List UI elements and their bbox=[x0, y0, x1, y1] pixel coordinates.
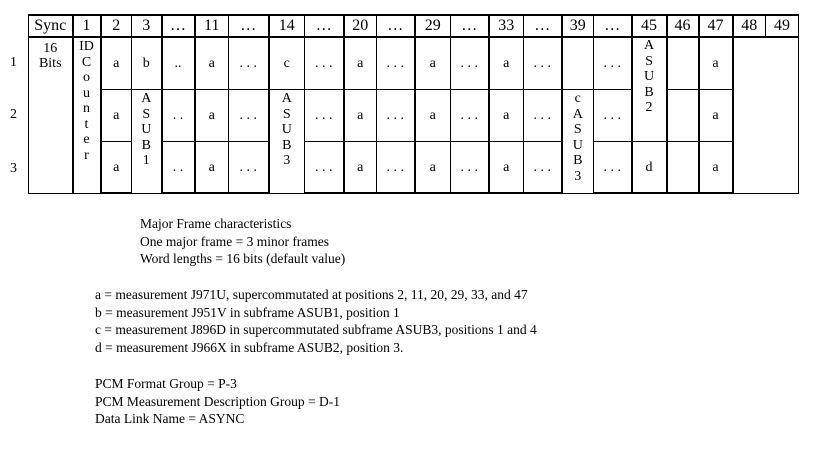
header-cell: 3 bbox=[132, 15, 162, 37]
header-cell: … bbox=[594, 15, 632, 37]
header-cell: Sync bbox=[29, 15, 73, 37]
row-label-1: 1 bbox=[10, 55, 17, 70]
group-line: PCM Format Group = P-3 bbox=[95, 376, 237, 391]
header-cell: 14 bbox=[269, 15, 305, 37]
header-cell: 46 bbox=[667, 15, 699, 37]
header-cell: … bbox=[162, 15, 195, 37]
cell: .. bbox=[162, 37, 195, 90]
header-cell: 33 bbox=[489, 15, 524, 37]
cell: a bbox=[344, 142, 377, 194]
cell: . . . bbox=[451, 37, 489, 90]
cell: . . . bbox=[594, 90, 632, 142]
cell: . . . bbox=[229, 142, 269, 194]
minor-frame-row-1 bbox=[29, 37, 799, 90]
header-cell: 29 bbox=[415, 15, 451, 37]
legend-line: d = measurement J966X in subframe ASUB2, position 3. bbox=[95, 339, 404, 355]
row-label-2: 2 bbox=[10, 107, 17, 122]
legend-line: c = measurement J896D in supercommutated subframe ASUB3, positions 1 and 4 bbox=[95, 322, 537, 337]
cell: . . bbox=[162, 142, 195, 194]
cell: a bbox=[195, 90, 229, 142]
header-cell: 20 bbox=[344, 15, 377, 37]
cell: a bbox=[489, 90, 524, 142]
header-cell: 11 bbox=[195, 15, 229, 37]
legend-line: b = measurement J951V in subframe ASUB1, position 1 bbox=[95, 304, 400, 320]
header-cell: 1 bbox=[73, 15, 101, 37]
cell: a bbox=[415, 90, 451, 142]
cell bbox=[667, 142, 699, 194]
cell: . . . bbox=[524, 142, 562, 194]
cell: . . . bbox=[524, 90, 562, 142]
cell: a bbox=[415, 142, 451, 194]
cell: . . . bbox=[305, 90, 344, 142]
cell: . . . bbox=[377, 37, 415, 90]
characteristics-line: Word lengths = 16 bits (default value) bbox=[140, 251, 346, 266]
cell: . . . bbox=[377, 142, 415, 194]
cell: d bbox=[632, 142, 667, 194]
id-counter-cell: ID C o u n t e r bbox=[73, 37, 101, 193]
row-label-3: 3 bbox=[10, 161, 17, 176]
header-row bbox=[29, 15, 799, 37]
cell: . . . bbox=[305, 142, 344, 194]
cell: a bbox=[101, 142, 132, 194]
header-cell: 45 bbox=[632, 15, 667, 37]
characteristics-line: One major frame = 3 minor frames bbox=[140, 233, 330, 249]
group-line: Data Link Name = ASYNC bbox=[95, 411, 245, 426]
cell: a bbox=[699, 90, 733, 142]
cell: a bbox=[101, 90, 132, 142]
sync-cell: 16 Bits bbox=[29, 37, 73, 193]
cell bbox=[562, 37, 594, 90]
empty-block bbox=[733, 37, 799, 193]
legend-line: a = measurement J971U, supercommutated at positions 2, 11, 20, 29, 33, and 47 bbox=[95, 287, 528, 302]
cell: a bbox=[195, 142, 229, 194]
cell: c bbox=[269, 37, 305, 90]
cell: . . . bbox=[451, 90, 489, 142]
cell: a bbox=[101, 37, 132, 90]
header-cell: 49 bbox=[766, 15, 799, 37]
cell: a bbox=[489, 37, 524, 90]
cell: b bbox=[132, 37, 162, 90]
measurement-legend bbox=[95, 286, 537, 356]
header-cell: … bbox=[229, 15, 269, 37]
cell bbox=[667, 90, 699, 142]
header-cell: 39 bbox=[562, 15, 594, 37]
cell: a bbox=[195, 37, 229, 90]
cell: . . . bbox=[229, 37, 269, 90]
cell: a bbox=[344, 90, 377, 142]
cell: a bbox=[699, 142, 733, 194]
cell: . . . bbox=[594, 37, 632, 90]
header-cell: 48 bbox=[733, 15, 766, 37]
cell: . . . bbox=[377, 90, 415, 142]
header-cell: 2 bbox=[101, 15, 132, 37]
cell: . . bbox=[162, 90, 195, 142]
cell: . . . bbox=[594, 142, 632, 194]
characteristics-line: Major Frame characteristics bbox=[140, 216, 292, 231]
cell: . . . bbox=[451, 142, 489, 194]
cell: a bbox=[699, 37, 733, 90]
major-frame-characteristics bbox=[140, 215, 345, 268]
asub3-cell-b: c A S U B 3 bbox=[562, 90, 594, 194]
header-cell: 47 bbox=[699, 15, 733, 37]
header-cell: … bbox=[305, 15, 344, 37]
minor-frame-row-2 bbox=[29, 90, 799, 142]
cell: . . . bbox=[305, 37, 344, 90]
asub1-cell: A S U B 1 bbox=[132, 90, 162, 194]
header-cell: … bbox=[451, 15, 489, 37]
group-line: PCM Measurement Description Group = D-1 bbox=[95, 393, 340, 409]
cell: . . . bbox=[229, 90, 269, 142]
header-cell: … bbox=[377, 15, 415, 37]
asub2-cell: A S U B 2 bbox=[632, 37, 667, 142]
minor-frame-table bbox=[28, 14, 799, 194]
cell: a bbox=[344, 37, 377, 90]
asub3-cell: A S U B 3 bbox=[269, 90, 305, 194]
cell bbox=[667, 37, 699, 90]
cell: a bbox=[489, 142, 524, 194]
header-cell: … bbox=[524, 15, 562, 37]
cell: . . . bbox=[524, 37, 562, 90]
cell: a bbox=[415, 37, 451, 90]
group-definitions bbox=[95, 375, 340, 428]
